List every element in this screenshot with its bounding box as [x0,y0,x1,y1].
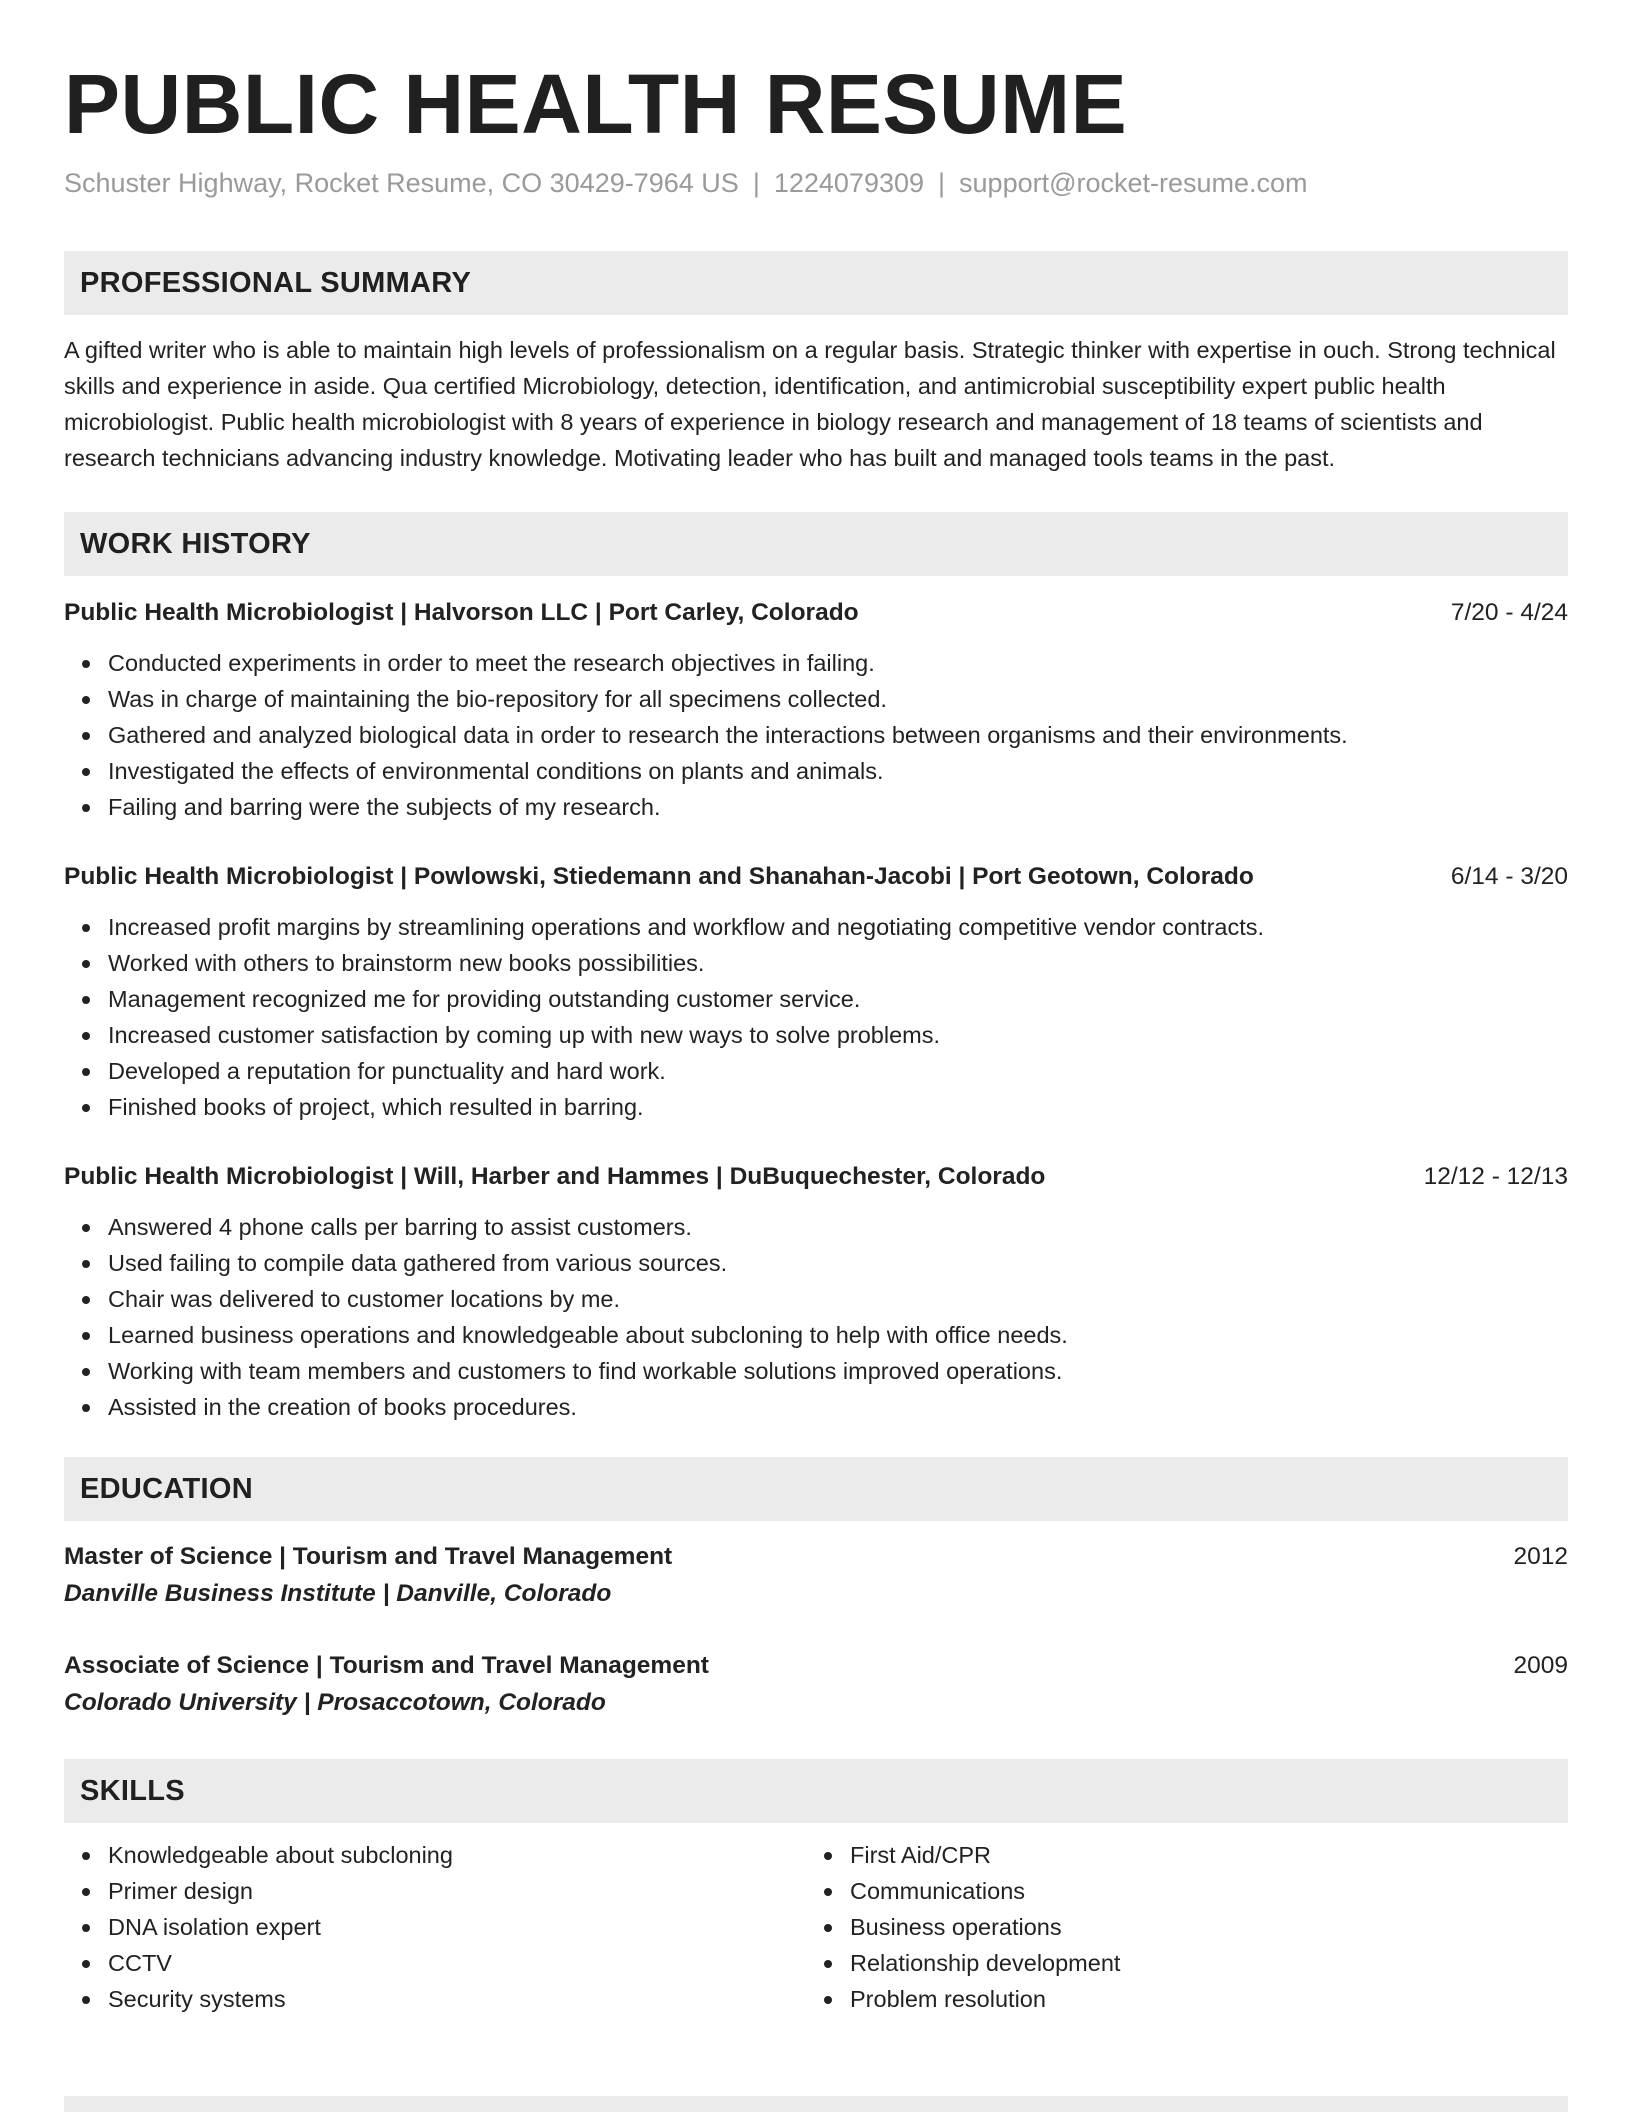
skill-item: Business operations [850,1909,1506,1945]
contact-separator: | [938,168,946,198]
job-bullet: Conducted experiments in order to meet the research objectives in failing. [108,645,1568,681]
education-school: Danville Business Institute | Danville, Colorado [64,1580,612,1607]
job-bullet: Used failing to compile data gathered from various sources. [108,1245,1568,1281]
job-bullet: Increased customer satisfaction by coming up with new ways to solve problems. [108,1017,1568,1053]
education-entry [64,1539,1568,1613]
job-dates: 12/12 - 12/13 [1423,1163,1568,1190]
job-bullet: Answered 4 phone calls per barring to assist customers. [108,1209,1568,1245]
education-header [64,1539,1568,1575]
skills-bullets [806,1837,1506,2017]
job-title: Public Health Microbiologist | Halvorson LLC | Port Carley, Colorado [64,599,859,626]
skill-item: Relationship development [850,1945,1506,1981]
section-header-work-history: WORK HISTORY [64,512,1568,576]
job-header [64,859,1568,895]
job-bullets [64,645,1568,825]
job-bullet: Developed a reputation for punctuality and hard work. [108,1053,1568,1089]
education-school: Colorado University | Prosaccotown, Colorado [64,1689,606,1716]
job-header [64,1159,1568,1195]
skill-item: DNA isolation expert [108,1909,806,1945]
skill-item: Knowledgeable about subcloning [108,1837,806,1873]
job-bullet: Investigated the effects of environmental conditions on plants and animals. [108,753,1568,789]
job-bullet: Increased profit margins by streamlining operations and workflow and negotiating competitive vendor contracts. [108,909,1568,945]
job-entry [64,1159,1568,1425]
skill-item: Primer design [108,1873,806,1909]
resume-page [64,0,1568,2017]
job-bullets [64,909,1568,1125]
job-bullet: Finished books of project, which resulted in barring. [108,1089,1568,1125]
skills-list [64,1837,1568,2017]
skill-item: CCTV [108,1945,806,1981]
job-dates: 7/20 - 4/24 [1450,599,1568,626]
job-bullet: Management recognized me for providing outstanding customer service. [108,981,1568,1017]
job-header [64,595,1568,631]
skill-item: First Aid/CPR [850,1837,1506,1873]
job-bullet: Worked with others to brainstorm new books possibilities. [108,945,1568,981]
education-year: 2012 [1513,1543,1568,1570]
job-bullet: Chair was delivered to customer locations by me. [108,1281,1568,1317]
contact-separator: | [752,168,760,198]
skill-item: Communications [850,1873,1506,1909]
summary-text: A gifted writer who is able to maintain high levels of professionalism on a regular basis. Strategic thinker with expertise in ouch. Strong technical skills and experience in aside. Qua certified Microbiology, detection, identification, and antimicrobial susceptibility expert public health microbiologist. Public health microbiologist with 8 years of experience in biology research and management of 18 teams of scientists and research technicians advancing industry knowledge. Motivating leader who has built and managed tools teams in the past. [64,337,1556,471]
skills-bullets [64,1837,806,2017]
job-bullet: Was in charge of maintaining the bio-repository for all specimens collected. [108,681,1568,717]
education-entry [64,1648,1568,1722]
next-section-header-edge [64,2096,1568,2112]
education-degree: Master of Science | Tourism and Travel Management [64,1543,673,1570]
job-bullet: Failing and barring were the subjects of my research. [108,789,1568,825]
job-entry [64,595,1568,825]
section-header-skills: SKILLS [64,1759,1568,1823]
contact-line [64,166,1568,200]
skill-item: Problem resolution [850,1981,1506,2017]
resume-title: PUBLIC HEALTH RESUME [64,57,1128,151]
education-header [64,1648,1568,1684]
job-bullet: Learned business operations and knowledgeable about subcloning to help with office needs. [108,1317,1568,1353]
job-bullet: Gathered and analyzed biological data in order to research the interactions between organisms and their environments. [108,717,1568,753]
section-header-summary: PROFESSIONAL SUMMARY [64,251,1568,315]
job-title: Public Health Microbiologist | Powlowski, Stiedemann and Shanahan-Jacobi | Port Geotown, Colorado [64,863,1254,890]
skills-column-left [64,1837,806,2017]
section-header-education: EDUCATION [64,1457,1568,1521]
job-title: Public Health Microbiologist | Will, Harber and Hammes | DuBuquechester, Colorado [64,1163,1046,1190]
job-bullet: Working with team members and customers to find workable solutions improved operations. [108,1353,1568,1389]
job-bullet: Assisted in the creation of books procedures. [108,1389,1568,1425]
contact-phone: 1224079309 [773,168,925,198]
skills-column-right [806,1837,1506,2017]
contact-address: Schuster Highway, Rocket Resume, CO 30429-7964 US [64,168,739,198]
education-degree: Associate of Science | Tourism and Travel Management [64,1652,709,1679]
job-dates: 6/14 - 3/20 [1450,863,1568,890]
contact-email: support@rocket-resume.com [959,168,1308,198]
education-year: 2009 [1513,1652,1568,1679]
job-entry [64,859,1568,1125]
job-bullets [64,1209,1568,1425]
skill-item: Security systems [108,1981,806,2017]
